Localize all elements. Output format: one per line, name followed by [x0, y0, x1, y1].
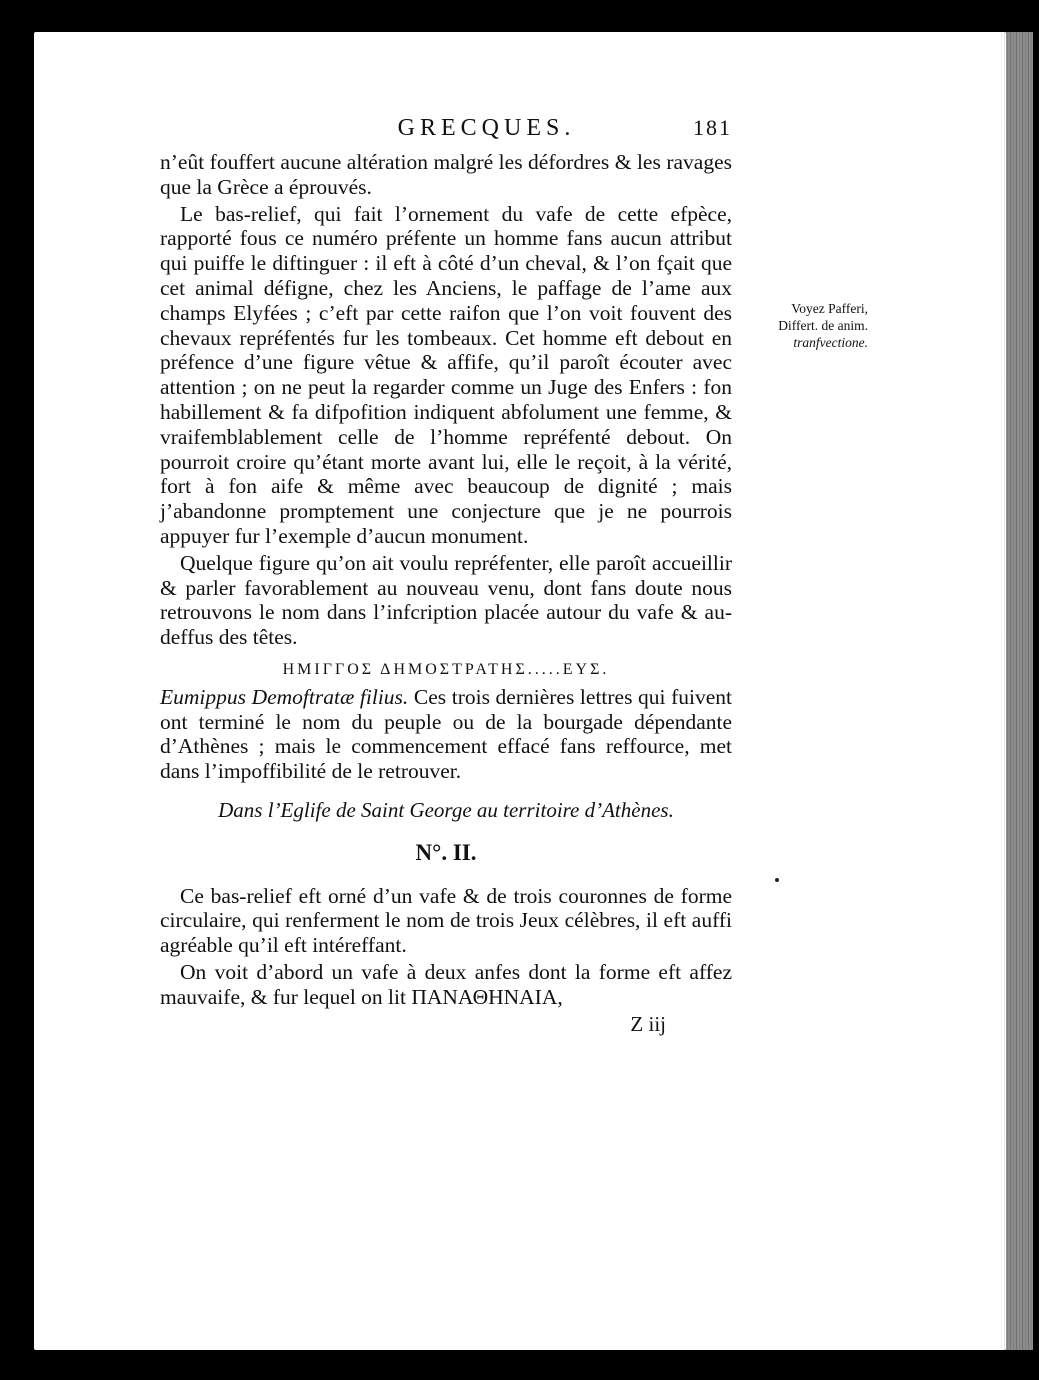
paragraph-1: n’eût fouffert aucune altération malgré les défordres & les ravages que la Grèce a éprouvés. [160, 150, 732, 199]
ink-speck [775, 878, 779, 882]
location-caption: Dans l’Eglife de Saint George au territoire d’Athènes. [218, 797, 674, 822]
paragraph-2: Le bas-relief, qui fait l’ornement du vafe de cette efpèce, rapporté fous ce numéro préfente un homme fans aucun attribut qui puiffe le diftinguer : il eft à côté d’un cheval, & l’on fçait que cet animal défigne, chez les Anciens, le paffage de l’ame aux champs Elyfées ; c’eft par cette raifon que l’on voit fouvent des chevaux repréfentés fur les tombeaux. Cet homme eft debout en préfence d’une figure vêtue & affife, qu’il paroît écouter avec attention ; on ne peut la regarder comme un Juge des Enfers : fon habillement & fa difpofition indiquent abfolument une femme, & vraifemblablement celle de l’homme repréfenté debout. On pourroit croire qu’étant morte avant lui, elle le reçoit, à la vérité, fort à fon aife & même avec beaucoup de dignité ; mais j’abandonne promptement une conjecture que je ne pourrois appuyer fur l’exemple d’aucun monument. [160, 201, 732, 548]
running-title: GRECQUES. [397, 115, 576, 141]
paragraph-4: Ce bas-relief eft orné d’un vafe & de trois couronnes de forme circulaire, qui renferment le nom de trois Jeux célèbres, il eft auffi agréable qu’il eft intéreffant. [160, 883, 732, 958]
paragraph-5: On voit d’abord un vafe à deux anfes dont la forme eft affez mauvaife, & fur lequel on lit ΠΑΝΑΘΗΝΑΙΑ, [160, 959, 732, 1009]
paragraph-3: Quelque figure qu’on ait voulu repréfenter, elle paroît accueillir & parler favorablement au nouveau venu, dont fans doute nous retrouvons le nom dans l’infcription placée autour du vafe & au-deffus des têtes. [160, 550, 732, 650]
latin-paragraph-rest: Ces trois dernières lettres qui fuivent ont terminé le nom du peuple ou de la bourgade dépendante d’Athènes ; mais le commencement effacé fans reffource, met dans l’impoffibilité de le retrouver. [160, 684, 733, 784]
marginal-line-1: Voyez Pafferi, [791, 301, 868, 316]
marginal-note [740, 300, 868, 351]
running-header [160, 116, 732, 150]
main-text-block [160, 116, 732, 1036]
scan-border [0, 0, 1039, 32]
page-edge-shading [999, 32, 1033, 1350]
signature-mark: Z iij [630, 1011, 666, 1036]
latin-name: Eumippus Demoftratæ filius. [160, 684, 409, 709]
page-number: 181 [693, 115, 732, 140]
greek-inscription: ΗΜΙΓΓΟΣ ΔΗΜΟΣΤΡΑΤΗΣ.....ΕΥΣ. [282, 660, 610, 678]
section-number: N°. II. [415, 839, 477, 865]
marginal-line-3: tranfvectione. [793, 335, 868, 350]
latin-paragraph [160, 685, 732, 784]
marginal-line-2: Differt. de anim. [778, 318, 868, 333]
